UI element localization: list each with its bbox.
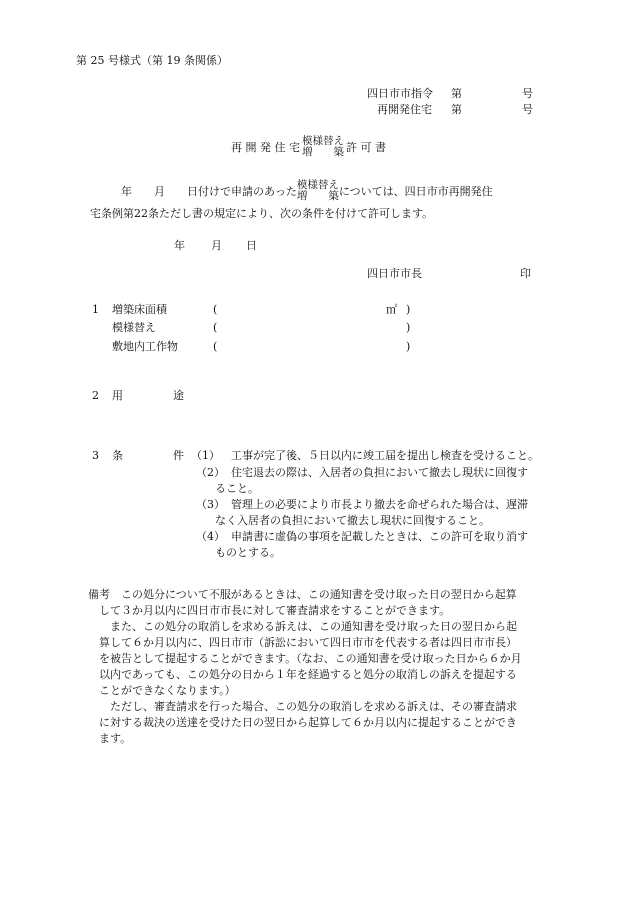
- date-year: 年: [174, 239, 185, 252]
- condition-2-line2: ること。: [215, 482, 259, 495]
- body-stack: [297, 180, 339, 202]
- item1-row1-close: ): [406, 303, 411, 316]
- item1-row3-open: (: [213, 340, 218, 353]
- title-part1: 再 開 発 住 宅: [231, 140, 300, 154]
- remarks-line-3: また、この処分の取消しを求める訴えは、この通知書を受け取った日の翌日から起: [88, 620, 517, 633]
- item1-row1-unit: ㎡: [386, 303, 397, 316]
- body-stack-bottom: 増 築: [296, 190, 339, 202]
- condition-3-line2: なく入居者の負担において撤去し現状に回復すること。: [215, 514, 490, 527]
- item2-number: 2: [92, 389, 99, 402]
- condition-1-no: （1）: [191, 449, 220, 462]
- condition-4-line2: ものとする。: [215, 546, 281, 559]
- item1-row1-label: 増築床面積: [112, 303, 167, 316]
- issue-dai-2: 第: [451, 103, 462, 116]
- issue-label-2: 再開発住宅: [377, 103, 432, 116]
- body-after-stack: については、四日市市再開発住: [338, 184, 493, 198]
- condition-2-no: （2）: [196, 466, 225, 479]
- title-stack: [302, 136, 344, 158]
- body-line-2: 宅条例第22条ただし書の規定により、次の条件を付けて許可します。: [90, 207, 434, 220]
- remarks-line-9: に対する裁決の送達を受けた日の翌日から起算して６か月以内に提起することができ: [88, 716, 517, 729]
- condition-4-line1: 申請書に虚偽の事項を記載したときは、この許可を取り消す: [231, 530, 528, 543]
- remarks-line-2: して３か月以内に四日市市長に対して審査請求をすることができます。: [88, 604, 451, 617]
- title-stack-top: 模様替え: [302, 135, 344, 147]
- item3-number: 3: [92, 449, 99, 462]
- title-part2: 許 可 書: [346, 140, 386, 154]
- item2-label-a: 用: [112, 389, 123, 402]
- condition-4-no: （4）: [196, 530, 225, 543]
- mayor-label: 四日市市長: [367, 267, 422, 280]
- condition-3-no: （3）: [196, 498, 225, 511]
- remarks-line-5: を被告として提起することができます。（なお、この通知書を受け取った日から６か月: [88, 652, 522, 665]
- date-month: 月: [211, 239, 222, 252]
- item2-label-b: 途: [173, 389, 184, 402]
- body-line-1: [121, 178, 493, 204]
- item3-label-a: 条: [112, 449, 123, 462]
- item1-row3-label: 敷地内工作物: [112, 340, 178, 353]
- form-number: 第 25 号様式（第 19 条関係）: [76, 54, 228, 67]
- remarks-line-10: ます。: [88, 732, 132, 745]
- seal-mark: 印: [520, 267, 531, 280]
- remarks-line-1: 備考 この処分について不服があるときは、この通知書を受け取った日の翌日から起算: [88, 588, 517, 601]
- item1-row1-open: (: [213, 303, 218, 316]
- item1-row2-label: 模様替え: [112, 321, 156, 334]
- issue-dai-1: 第: [451, 87, 462, 100]
- remarks-line-4: 算して６か月以内に、四日市市（訴訟において四日市市を代表する者は四日市市長）: [88, 636, 517, 649]
- remarks-line-6: 以内であっても、この処分の日から１年を経過すると処分の取消しの訴えを提起する: [88, 668, 517, 681]
- item1-number: 1: [92, 303, 99, 316]
- remarks-line-8: ただし、審査請求を行った場合、この処分の取消しを求める訴えは、その審査請求: [88, 700, 517, 713]
- issue-go-1: 号: [522, 87, 533, 100]
- document-title: [231, 134, 386, 160]
- item1-row3-close: ): [406, 340, 411, 353]
- body-stack-top: 模様替え: [296, 179, 339, 191]
- issue-go-2: 号: [522, 103, 533, 116]
- condition-3-line1: 管理上の必要により市長より撤去を命ぜられた場合は、遅滞: [231, 498, 528, 511]
- item1-row2-close: ): [406, 321, 411, 334]
- condition-2-line1: 住宅退去の際は、入居者の負担において撤去し現状に回復す: [231, 466, 528, 479]
- item3-label-b: 件: [173, 449, 184, 462]
- remarks-line-7: ことができなくなります。）: [88, 684, 236, 697]
- item1-row2-open: (: [213, 321, 218, 334]
- body-date-line: 年 月 日付けで申請のあった: [121, 184, 297, 198]
- title-stack-bottom: 増 築: [302, 146, 344, 158]
- date-day: 日: [246, 239, 257, 252]
- issue-label-1: 四日市市指令: [367, 87, 433, 100]
- condition-1-line1: 工事が完了後、５日以内に竣工届を提出し検査を受けること。: [231, 449, 539, 462]
